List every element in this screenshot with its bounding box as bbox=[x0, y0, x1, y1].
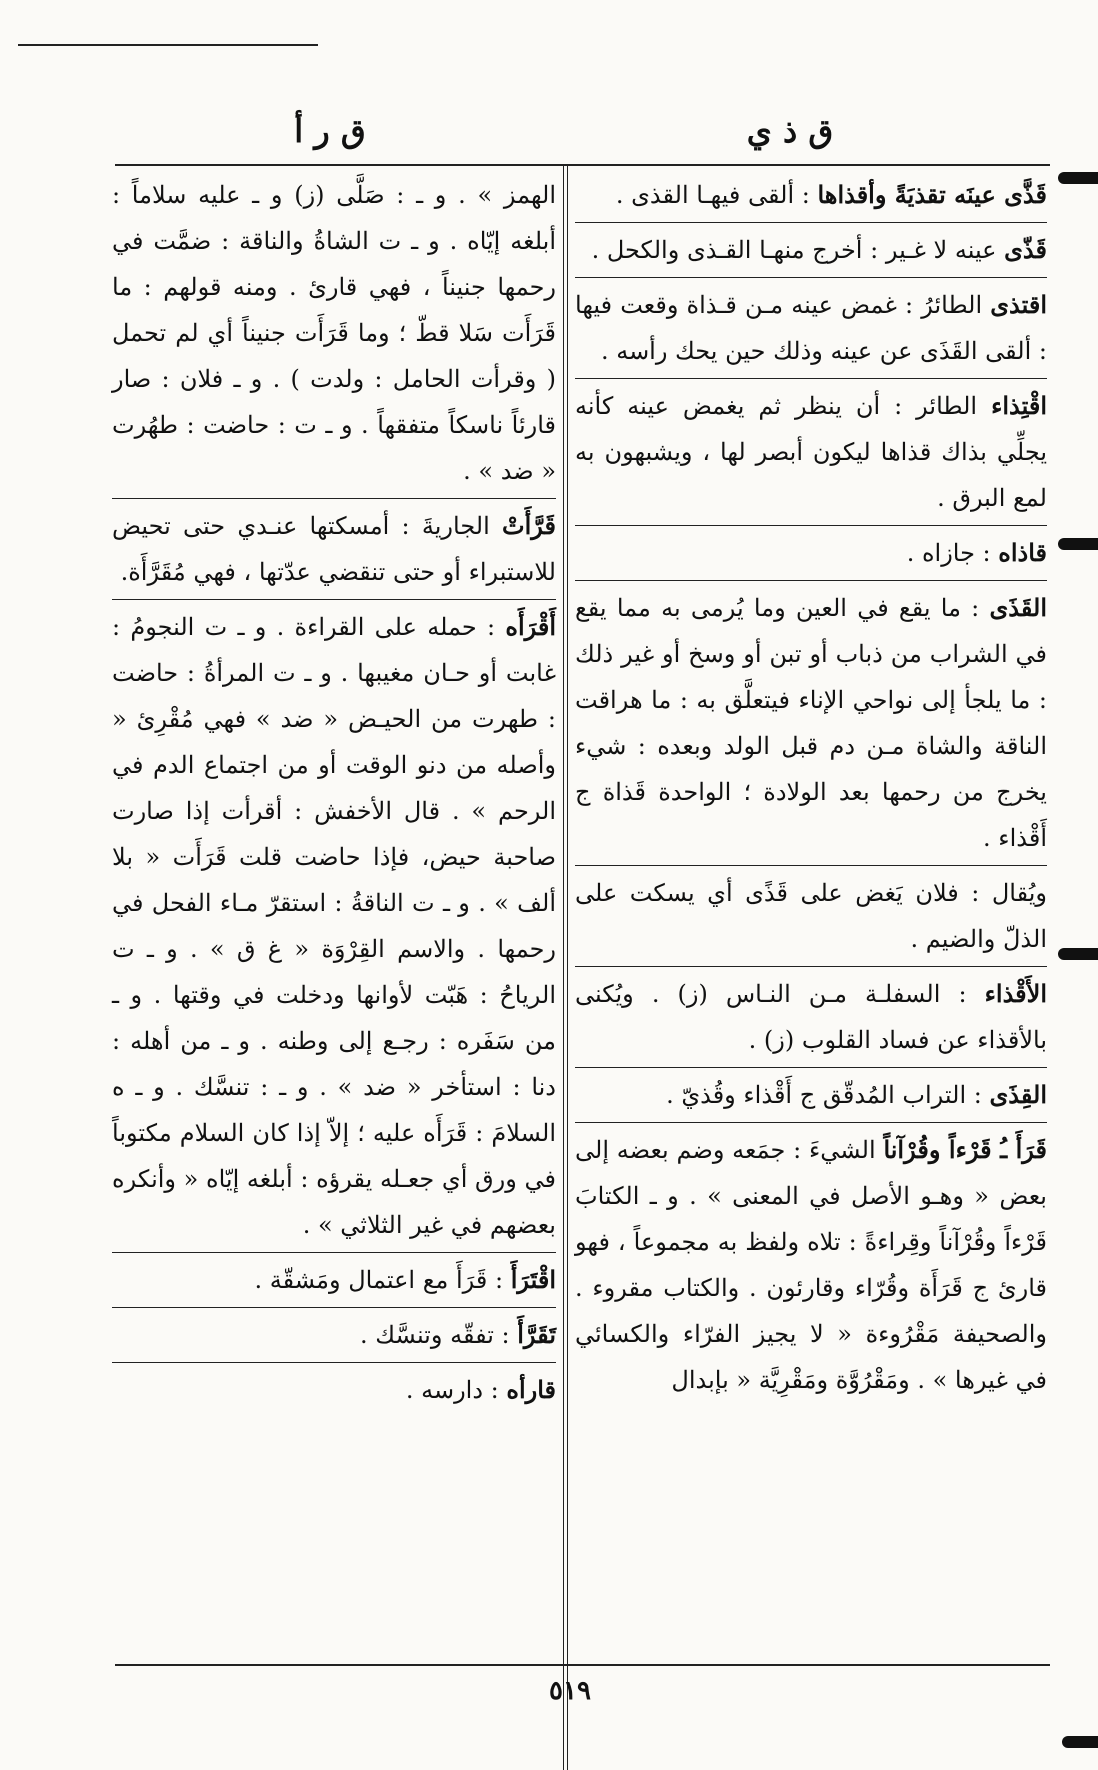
entry-definition: ويُقال : فلان يَغض على قَذًى أي يسكت على الذلّ والضيم . bbox=[575, 879, 1047, 953]
entry-definition: الطائر : أن ينظر ثم يغمض عينه كأنه يجلِّي بذاك قذاها ليكون أبصر لها ، ويشبهون به لمع البرق . bbox=[575, 392, 1047, 512]
entry-headword: قَرَّأَتْ bbox=[502, 511, 556, 540]
entry-headword: اقْتَرَأَ bbox=[510, 1265, 556, 1294]
entry-definition: : دارسه . bbox=[405, 1376, 507, 1404]
thumb-index-mark bbox=[1058, 538, 1098, 550]
thumb-index-mark bbox=[1058, 172, 1098, 184]
dictionary-entry bbox=[112, 1312, 556, 1363]
entry-definition: : السفلـة مـن النـاس (ز) . ويُكنى بالأقذاء عن فساد القلوب (ز) . bbox=[575, 980, 1047, 1054]
entry-headword: الأَقْذاء bbox=[984, 979, 1047, 1008]
entry-headword: قارأه bbox=[506, 1375, 556, 1404]
dictionary-entry bbox=[575, 870, 1047, 967]
thumb-index-mark bbox=[1062, 1736, 1098, 1748]
entry-definition: عينه لا غـير : أخرج منهـا القـذى والكحل . bbox=[591, 236, 1005, 264]
entry-headword: أَقْرَأَه bbox=[505, 612, 556, 641]
entry-definition: : ما يقع في العين وما يُرمى به مما يقع في الشراب من ذباب أو تبن أو وسخ أو غير ذلك : ما يلجأ إلى نواحي الإناء فيتعلَّق به : ما هراقت الناقة والشاة مـن دم قبل الولد وبعده : شيء يخرج من رحمها بعد الولادة ؛ الواحدة قَذاة ج أَقْذاء . bbox=[575, 594, 1047, 852]
dictionary-entry bbox=[112, 604, 556, 1253]
thumb-index-mark bbox=[1058, 948, 1098, 960]
dictionary-entry bbox=[112, 172, 556, 499]
column-divider bbox=[563, 166, 564, 1770]
dictionary-entry bbox=[112, 503, 556, 600]
top-rule bbox=[18, 44, 318, 46]
dictionary-entry bbox=[575, 1072, 1047, 1123]
left-column bbox=[112, 172, 556, 1421]
entry-definition: : جازاه . bbox=[906, 539, 999, 567]
entry-headword: قَرَأَ ـُ قَرْءاً وقُرْآناً bbox=[883, 1135, 1047, 1164]
header-left-root: ق ر أ bbox=[294, 112, 366, 150]
entry-headword: قاذاه bbox=[998, 538, 1047, 567]
dictionary-entry bbox=[575, 1127, 1047, 1407]
entry-headword: اقتذى bbox=[990, 290, 1047, 319]
right-column bbox=[575, 172, 1047, 1411]
dictionary-entry bbox=[575, 585, 1047, 866]
entry-headword: القِذَى bbox=[989, 1080, 1047, 1109]
dictionary-entry bbox=[575, 172, 1047, 223]
entry-definition: الشيءَ : جمَعه وضم بعضه إلى بعض « وهـو الأصل في المعنى » . و ـ الكتابَ قَرْءاً وقُرْآناً وقِراءةً : تلاه ولفظ به مجموعاً ، فهو قارئ ج قَرَأَة وقُرّاء وقارئون . والكتاب مقروء . والصحيفة مَقْرُوءة « لا يجيز الفرّاء والكسائي في غيرها » . ومَقْرُوَّة ومَقْرِيَّة « بإبدال bbox=[575, 1136, 1047, 1394]
dictionary-entry bbox=[575, 282, 1047, 379]
entry-definition: : ألقى فيهـا القذى . bbox=[615, 181, 818, 209]
entry-definition: : قَرَأَ مع اعتمال ومَشقّة . bbox=[254, 1266, 511, 1294]
dictionary-entry bbox=[575, 971, 1047, 1068]
entry-definition: الجاريةَ : أمسكتها عنـدي حتى تحيض للاستبراء أو حتى تنقضي عدّتها ، فهي مُقَرَّأَة. bbox=[112, 512, 556, 586]
header-right-root: ق ذ ي bbox=[746, 112, 834, 150]
dictionary-entry bbox=[575, 530, 1047, 581]
dictionary-entry bbox=[112, 1367, 556, 1417]
entry-headword: تَقَرَّأَ bbox=[517, 1320, 556, 1349]
entry-headword: قَذَّى عينَه تقذيَةً وأقذاها bbox=[817, 180, 1047, 209]
entry-definition: الطائرُ : غمض عينه مـن قـذاة وقعت فيها : ألقى القَذَى عن عينه وذلك حين يحك رأسه . bbox=[575, 291, 1047, 365]
dictionary-entry bbox=[575, 227, 1047, 278]
column-divider-inner bbox=[567, 166, 568, 1770]
header-rule bbox=[115, 164, 1050, 166]
entry-headword: القَذَى bbox=[989, 593, 1047, 622]
entry-definition: : حمله على القراءة . و ـ ت النجومُ : غابت أو حـان مغيبها . و ـ ت المرأةُ : حاضت : طهرت من الحيـض « ضد » فهي مُقْرِئ « وأصله من دنو الوقت أو من اجتماع الدم في الرحم » . قال الأخفش : أقرأت إذا صارت صاحبة حيض، فإذا حاضت قلت قَرَأَت « بلا ألف » . و ـ ت الناقةُ : استقرّ مـاء الفحل في رحمها . والاسم القِرْوَة « غ ق » . و ـ ت الرياحُ : هَبّت لأوانها ودخلت في وقتها . و ـ من سَفَره : رجـع إلى وطنه . و ـ من أهله : دنا : استأخر « ضد » . و ـ : تنسَّك . و ـ ه السلامَ : قَرَأَه عليه ؛ إلاّ إذا كان السلام مكتوباً في ورق أي جعـله يقرؤه : أبلغه إيّاه « وأنكره بعضهم في غير الثلاثي » . bbox=[112, 613, 556, 1239]
page-number: ٥١٩ bbox=[549, 1676, 591, 1706]
entry-definition: : التراب المُدقّق ج أَقْذاء وقُذيّ . bbox=[666, 1081, 990, 1109]
dictionary-entry bbox=[575, 383, 1047, 526]
entry-headword: اقْتِذاء bbox=[991, 391, 1047, 420]
entry-headword: قَذّى bbox=[1004, 235, 1047, 264]
dictionary-entry bbox=[112, 1257, 556, 1308]
entry-definition: : تفقّه وتنسَّك . bbox=[360, 1321, 518, 1349]
entry-definition: الهمز » . و ـ : صَلَّى (ز) و ـ عليه سلاماً : أبلغه إيّاه . و ـ ت الشاةُ والناقة : ضمَّت في رحمها جنيناً ، فهي قارئ . ومنه قولهم : ما قَرَأَت سَلا قطّ ؛ وما قَرَأَت جنيناً أي لم تحمل ( وقرأت الحامل : ولدت ) . و ـ فلان : صار قارئاً ناسكاً متفقهاً . و ـ ت : حاضت : طهُرت « ضد » . bbox=[112, 181, 556, 485]
footer-rule bbox=[115, 1664, 1050, 1666]
